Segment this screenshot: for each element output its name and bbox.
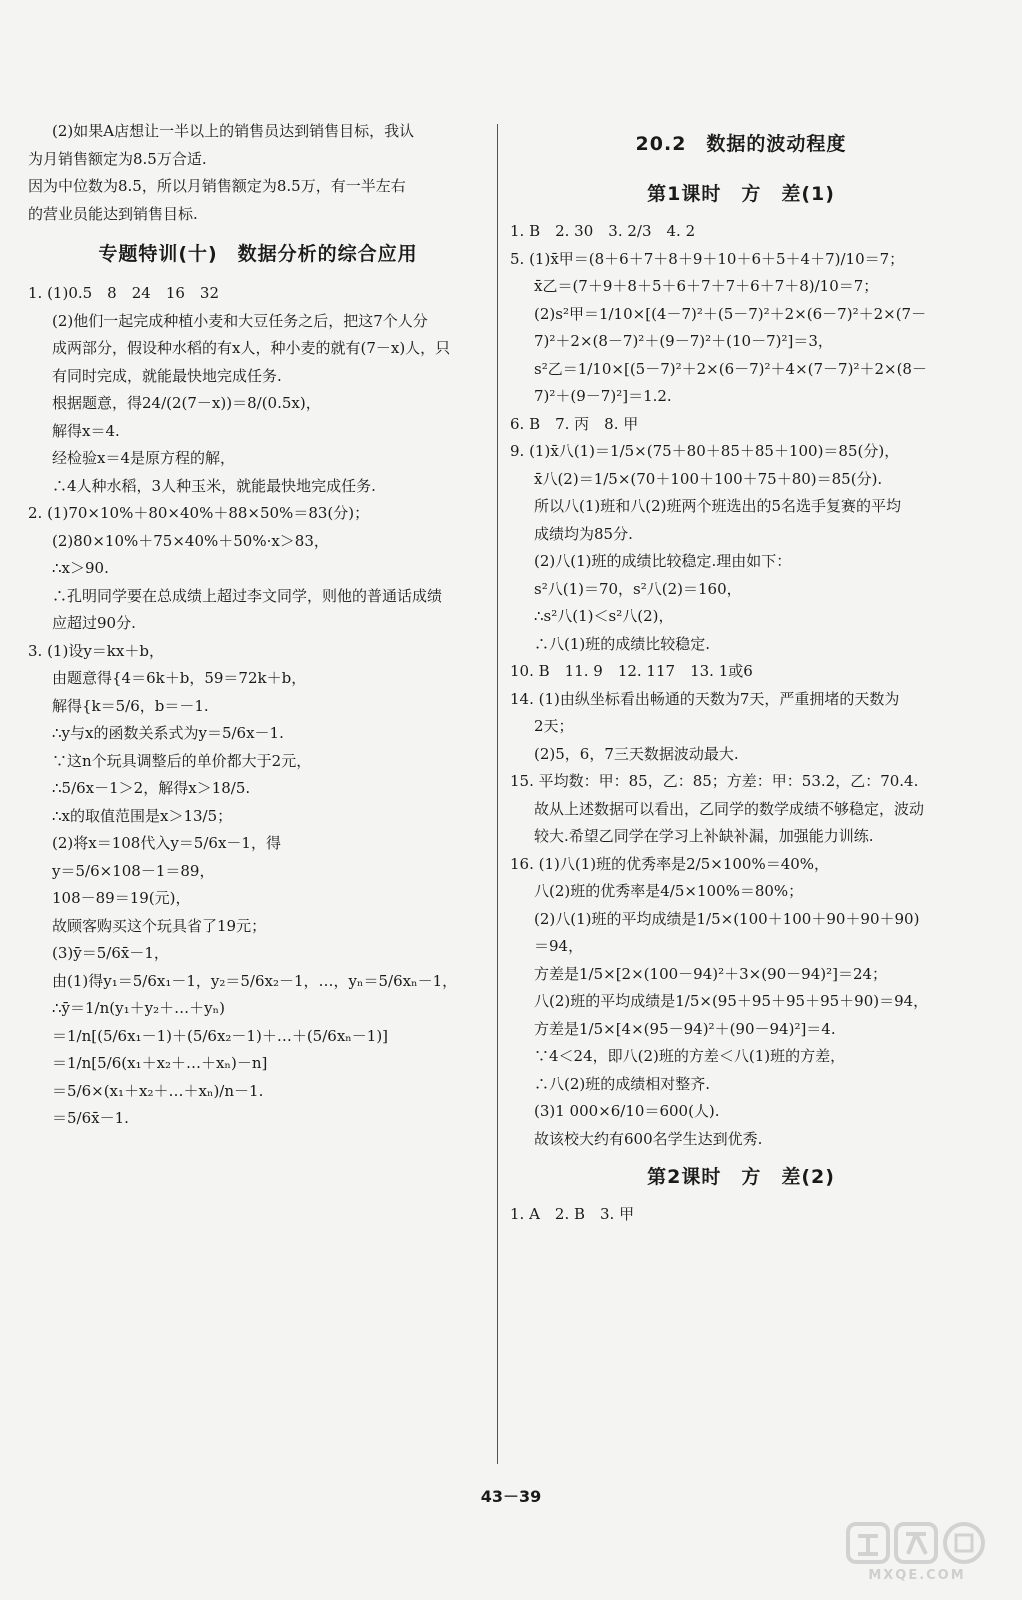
answer-line: 应超过90分.	[52, 614, 136, 632]
answer-line: 16. (1)八(1)班的优秀率是2/5×100%＝40%，	[510, 854, 830, 873]
answer-line: ＝94，	[534, 937, 584, 955]
left-column	[28, 118, 488, 1133]
answer-line: s²乙＝1/10×[(5－7)²＋2×(6－7)²＋4×(7－7)²＋2×(8－	[534, 359, 927, 378]
answer-line: 根据题意，得24/(2(7－x))＝8/(0.5x)，	[52, 394, 321, 412]
answer-line: 由(1)得y₁＝5/6x₁－1，y₂＝5/6x₂－1，…，yₙ＝5/6xₙ－1，	[52, 971, 458, 990]
answer-line: (2)八(1)班的成绩比较稳定.理由如下：	[534, 552, 792, 570]
watermark-logo-icon	[846, 1520, 988, 1566]
answer-line: 15. 平均数：甲：85，乙：85；方差：甲：53.2，乙：70.4.	[510, 772, 919, 790]
answer-line: 7)²＋(9－7)²]＝1.2.	[534, 387, 672, 405]
answer-line: ＝5/6x̄－1.	[52, 1109, 129, 1127]
answer-line: 1. B 2. 30 3. 2/3 4. 2	[510, 222, 696, 240]
answer-line: 方差是1/5×[2×(100－94)²＋3×(90－94)²]＝24；	[534, 964, 888, 983]
answer-line: 5. (1)x̄甲＝(8＋6＋7＋8＋9＋10＋6＋5＋4＋7)/10＝7；	[510, 249, 905, 268]
answer-line: 由题意得{4＝6k＋b，59＝72k＋b，	[52, 669, 307, 687]
answer-line: (3)1 000×6/10＝600(人).	[534, 1102, 720, 1120]
answer-line: ∴s²八(1)＜s²八(2)，	[534, 607, 674, 625]
answer-line: 较大.希望乙同学在学习上补缺补漏，加强能力训练.	[534, 827, 874, 845]
answer-line: ∴x的取值范围是x＞13/5；	[52, 806, 233, 825]
answer-line: ＝1/n[5/6(x₁＋x₂＋…＋xₙ)－n]	[52, 1054, 268, 1072]
answer-line: (2)他们一起完成种植小麦和大豆任务之后，把这7个人分	[52, 311, 428, 330]
answer-line: 有同时完成，就能最快地完成任务.	[52, 366, 282, 385]
answer-line: 2天；	[534, 717, 574, 735]
answer-line: ∵这n个玩具调整后的单价都大于2元，	[52, 751, 312, 770]
answer-line: 6. B 7. 丙 8. 甲	[510, 414, 639, 433]
answer-line: y＝5/6×108－1＝89，	[52, 861, 215, 880]
answer-line: 9. (1)x̄八(1)＝1/5×(75＋80＋85＋85＋100)＝85(分)，	[510, 442, 900, 460]
answer-line: (2)将x＝108代入y＝5/6x－1，得	[52, 834, 281, 852]
answer-line: (2)5，6，7三天数据波动最大.	[534, 744, 739, 763]
column-divider	[497, 124, 498, 1464]
answer-line: 为月销售额定为8.5万合适.	[28, 149, 207, 168]
lesson-heading: 第2课时 方 差(2)	[647, 1166, 835, 1188]
page-number: 43－39	[480, 1487, 542, 1506]
watermark	[842, 1518, 992, 1586]
answer-line: 故顾客购买这个玩具省了19元；	[52, 916, 267, 935]
section-heading: 20.2 数据的波动程度	[635, 133, 847, 155]
answer-line: 八(2)班的平均成绩是1/5×(95＋95＋95＋95＋90)＝94，	[534, 992, 929, 1010]
answer-line: (2)s²甲＝1/10×[(4－7)²＋(5－7)²＋2×(6－7)²＋2×(7－	[534, 304, 927, 323]
answer-line: (3)ȳ＝5/6x̄－1，	[52, 944, 169, 962]
answer-line: (2)八(1)班的平均成绩是1/5×(100＋100＋90＋90＋90)	[534, 909, 920, 928]
right-column	[510, 118, 972, 1229]
answer-line: (2)如果A店想让一半以上的销售员达到销售目标，我认	[52, 122, 415, 140]
answer-line: ∴x＞90.	[52, 559, 109, 577]
answer-line: 八(2)班的优秀率是4/5×100%＝80%；	[534, 882, 804, 900]
answer-line: ∴5/6x－1＞2，解得x＞18/5.	[52, 779, 251, 797]
answer-line: 7)²＋2×(8－7)²＋(9－7)²＋(10－7)²]＝3，	[534, 332, 833, 350]
answer-line: 108－89＝19(元)，	[52, 889, 191, 907]
answer-line: 成绩均为85分.	[534, 524, 633, 543]
answer-line: 故从上述数据可以看出，乙同学的数学成绩不够稳定，波动	[534, 799, 925, 818]
answer-line: 因为中位数为8.5，所以月销售额定为8.5万，有一半左右	[28, 177, 406, 195]
answer-line: 10. B 11. 9 12. 117 13. 1或6	[510, 662, 753, 680]
answer-line: x̄乙＝(7＋9＋8＋5＋6＋7＋7＋6＋7＋8)/10＝7；	[534, 277, 879, 295]
answer-line: ∴y与x的函数关系式为y＝5/6x－1.	[52, 724, 284, 742]
answer-line: ∴八(1)班的成绩比较稳定.	[534, 634, 711, 653]
answer-line: ＝5/6×(x₁＋x₂＋…＋xₙ)/n－1.	[52, 1081, 264, 1100]
answer-line: 故该校大约有600名学生达到优秀.	[534, 1129, 763, 1148]
answer-line: 解得{k＝5/6，b＝－1.	[52, 696, 209, 715]
section-heading: 专题特训(十) 数据分析的综合应用	[98, 243, 418, 265]
answer-line: ∴孔明同学要在总成绩上超过李文同学，则他的普通话成绩	[52, 586, 443, 605]
answer-line: ＝1/n[(5/6x₁－1)＋(5/6x₂－1)＋…＋(5/6xₙ－1)]	[52, 1026, 389, 1045]
answer-line: 所以八(1)班和八(2)班两个班选出的5名选手复赛的平均	[534, 497, 902, 515]
answer-line: 1. A 2. B 3. 甲	[510, 1205, 635, 1223]
answer-line: ∴4人种水稻，3人种玉米，就能最快地完成任务.	[52, 476, 376, 495]
answer-line: 经检验x＝4是原方程的解，	[52, 449, 236, 467]
answer-line: 解得x＝4.	[52, 421, 120, 440]
answer-line: (2)80×10%＋75×40%＋50%·x＞83，	[52, 531, 329, 550]
answer-line: 14. (1)由纵坐标看出畅通的天数为7天，严重拥堵的天数为	[510, 689, 900, 708]
answer-line: 的营业员能达到销售目标.	[28, 204, 198, 223]
answer-line: 成两部分，假设种水稻的有x人，种小麦的就有(7－x)人，只	[52, 339, 451, 357]
answer-line: ∴ȳ＝1/n(y₁＋y₂＋…＋yₙ)	[52, 999, 225, 1017]
lesson-heading: 第1课时 方 差(1)	[647, 183, 835, 205]
answer-line: 2. (1)70×10%＋80×40%＋88×50%＝83(分)；	[28, 504, 370, 522]
answer-line: 1. (1)0.5 8 24 16 32	[28, 284, 219, 302]
answer-line: ∵4＜24，即八(2)班的方差＜八(1)班的方差，	[534, 1047, 846, 1065]
answer-line: s²八(1)＝70，s²八(2)＝160，	[534, 579, 742, 598]
answer-line: x̄八(2)＝1/5×(70＋100＋100＋75＋80)＝85(分).	[534, 469, 883, 488]
answer-line: ∴八(2)班的成绩相对整齐.	[534, 1074, 711, 1093]
watermark-site: MXQE.COM	[868, 1568, 966, 1583]
answer-line: 3. (1)设y＝kx＋b，	[28, 641, 164, 660]
answer-line: 方差是1/5×[4×(95－94)²＋(90－94)²]＝4.	[534, 1019, 836, 1038]
